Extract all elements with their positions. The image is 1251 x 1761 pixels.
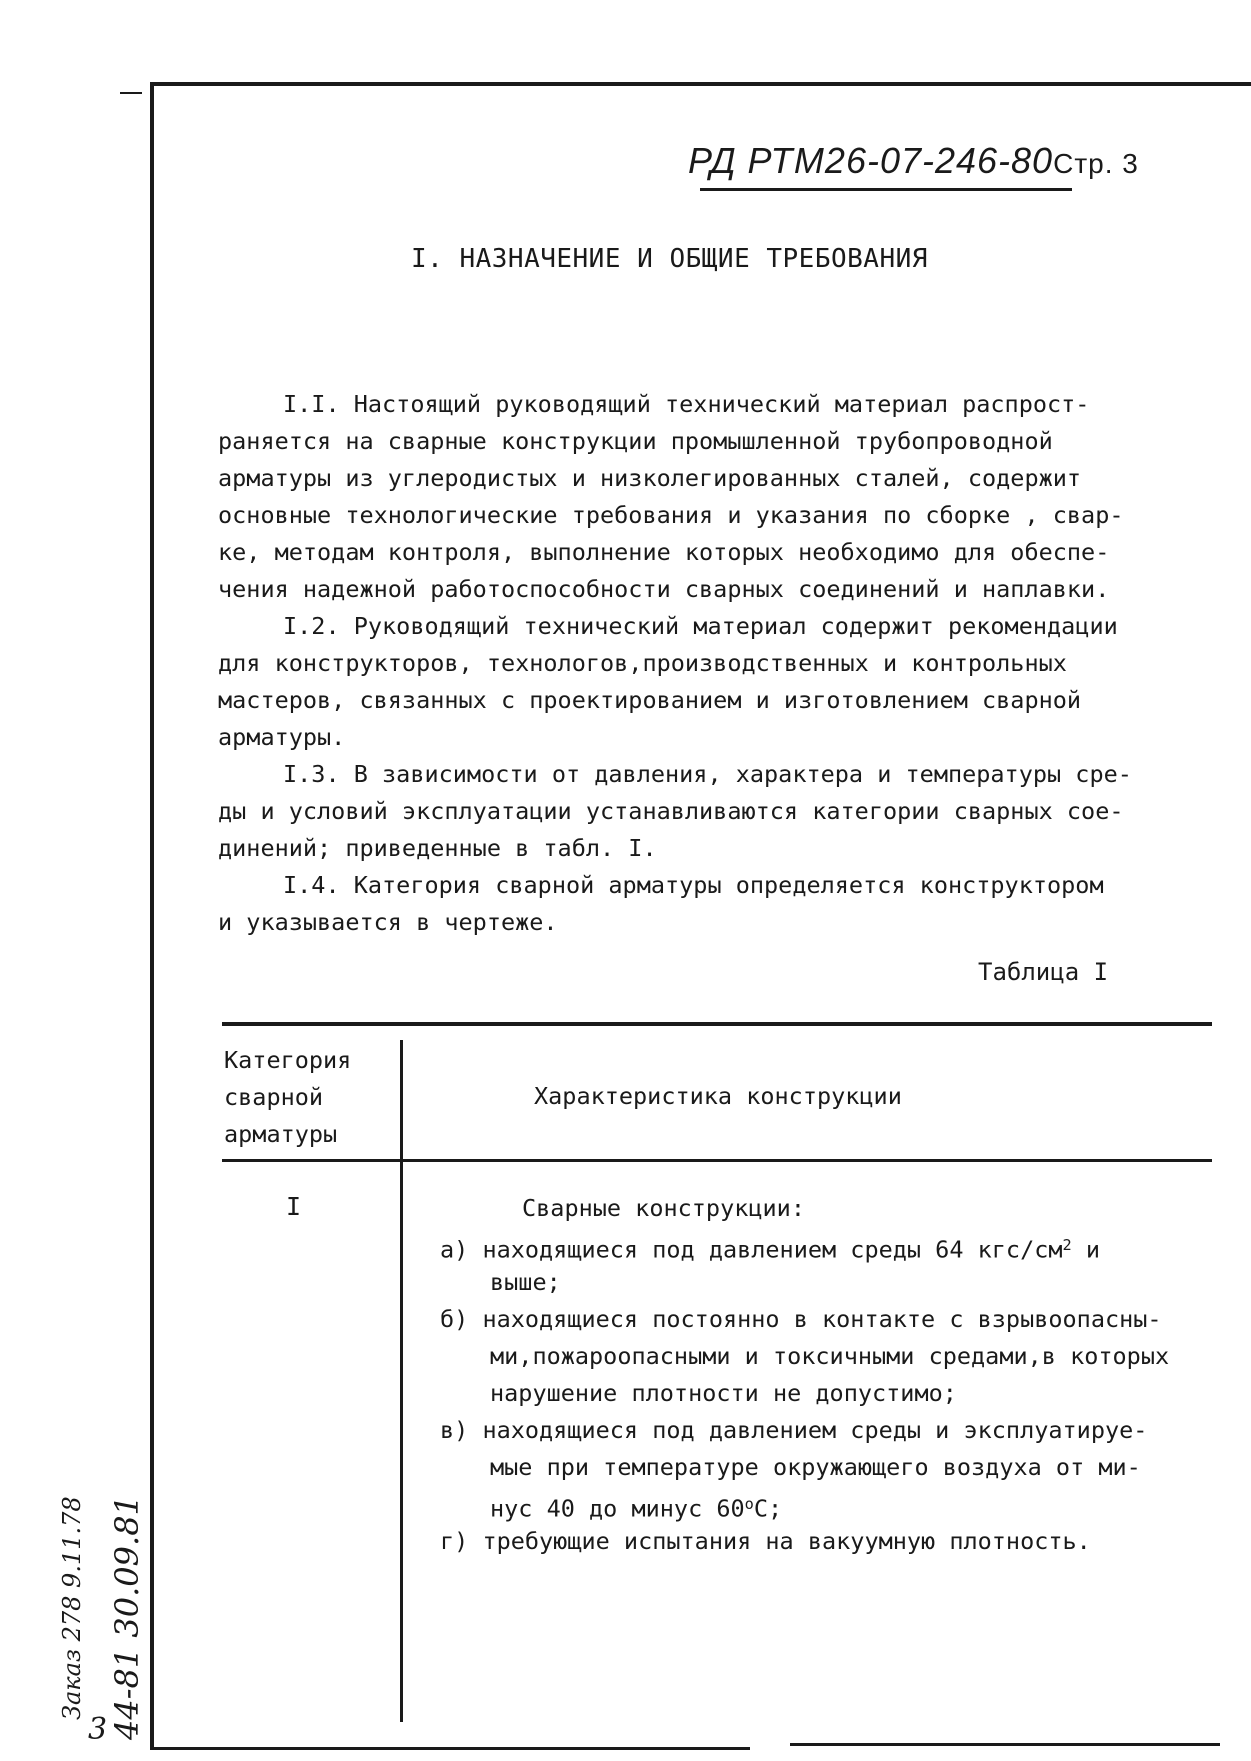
inventory-note: 44-81 30.09.81 [108, 1495, 146, 1740]
page-frame-bottom-right [790, 1743, 1220, 1746]
paragraph-line: I.3. В зависимости от давления, характера и температуры сре- [283, 760, 1132, 788]
table-column-divider [400, 1162, 403, 1722]
paragraph-line: чения надежной работоспособности сварных соединений и наплавки. [218, 575, 1110, 603]
table-header-characteristic: Характеристика конструкции [534, 1082, 902, 1110]
page-label: Стр. 3 [1053, 148, 1139, 179]
paragraph-line: ке, методам контроля, выполнение которых необходимо для обеспе- [218, 538, 1110, 566]
table-cell-line: Сварные конструкции: [522, 1194, 805, 1222]
paragraph-line: I.4. Категория сварной арматуры определяется конструктором [283, 871, 1104, 899]
page-frame-top [150, 82, 1251, 86]
table-header-line: Категория [224, 1046, 352, 1074]
table-cell-line: б) находящиеся постоянно в контакте с взрывоопасны- [440, 1305, 1162, 1333]
table-cell-characteristic [440, 1190, 1240, 1560]
table-header-category [224, 1042, 394, 1153]
superscript: о [744, 1495, 754, 1513]
doc-code: РД РТМ26-07-246-80 [688, 140, 1054, 181]
table-top-rule [222, 1022, 1212, 1026]
table-caption: Таблица I [978, 958, 1109, 986]
paragraph-line: раняется на сварные конструкции промышленной трубопроводной [218, 427, 1053, 455]
table-header-line: арматуры [224, 1120, 338, 1148]
table-cell-line: ми,пожароопасными и токсичными средами,в которых [490, 1342, 1170, 1370]
document-header [688, 140, 1139, 182]
table-cell-line: г) требующие испытания на вакуумную плотность. [440, 1527, 1091, 1555]
item-a-text: а) находящиеся под давлением среды 64 кгс/см [440, 1235, 1063, 1264]
section-title: I. НАЗНАЧЕНИЕ И ОБЩИЕ ТРЕБОВАНИЯ [411, 244, 928, 274]
table-cell-line: выше; [490, 1268, 561, 1296]
table-column-divider [400, 1040, 403, 1160]
paragraph-line: основные технологические требования и указания по сборке , свар- [218, 501, 1124, 529]
paragraph-line: и указывается в чертеже. [218, 908, 558, 936]
table-cell-line: в) находящиеся под давлением среды и эксплуатируе- [440, 1416, 1148, 1444]
paragraph-line: I.I. Настоящий руководящий технический материал распрост- [283, 390, 1090, 418]
page-mark: 3 [88, 1712, 108, 1747]
table-cell-line: мые при температуре окружающего воздуха от ми- [490, 1453, 1141, 1481]
page-frame-bottom [150, 1747, 750, 1750]
paragraph-line: мастеров, связанных с проектированием и изготовлением сварной [218, 686, 1082, 714]
body-text [218, 386, 1216, 941]
item-v-tail: С; [753, 1494, 783, 1523]
item-v-text: нус 40 до минус 60 [490, 1494, 745, 1523]
table-cell-line [440, 1486, 1240, 1523]
item-a-tail: и [1071, 1235, 1101, 1264]
paragraph-line: I.2. Руководящий технический материал содержит рекомендации [283, 612, 1118, 640]
handwritten-margin-note [38, 1350, 178, 1750]
corner-mark [120, 92, 142, 94]
table-cell-category: I [286, 1192, 302, 1221]
paragraph-line: арматуры из углеродистых и низколегированных сталей, содержит [218, 464, 1082, 492]
paragraph-line: для конструкторов, технологов,производственных и контрольных [218, 649, 1067, 677]
table-cell-line: нарушение плотности не допустимо; [490, 1379, 957, 1407]
header-underline [700, 188, 1072, 191]
paragraph-line: динений; приведенные в табл. I. [218, 834, 657, 862]
superscript: 2 [1062, 1236, 1072, 1254]
table-header-line: сварной [224, 1083, 324, 1111]
table-header-rule [222, 1159, 1212, 1162]
paragraph-line: арматуры. [218, 723, 346, 751]
paragraph-line: ды и условий эксплуатации устанавливаются категории сварных сое- [218, 797, 1124, 825]
table-cell-line [440, 1227, 1240, 1264]
order-note: Заказ 278 9.11.78 [58, 1496, 86, 1720]
